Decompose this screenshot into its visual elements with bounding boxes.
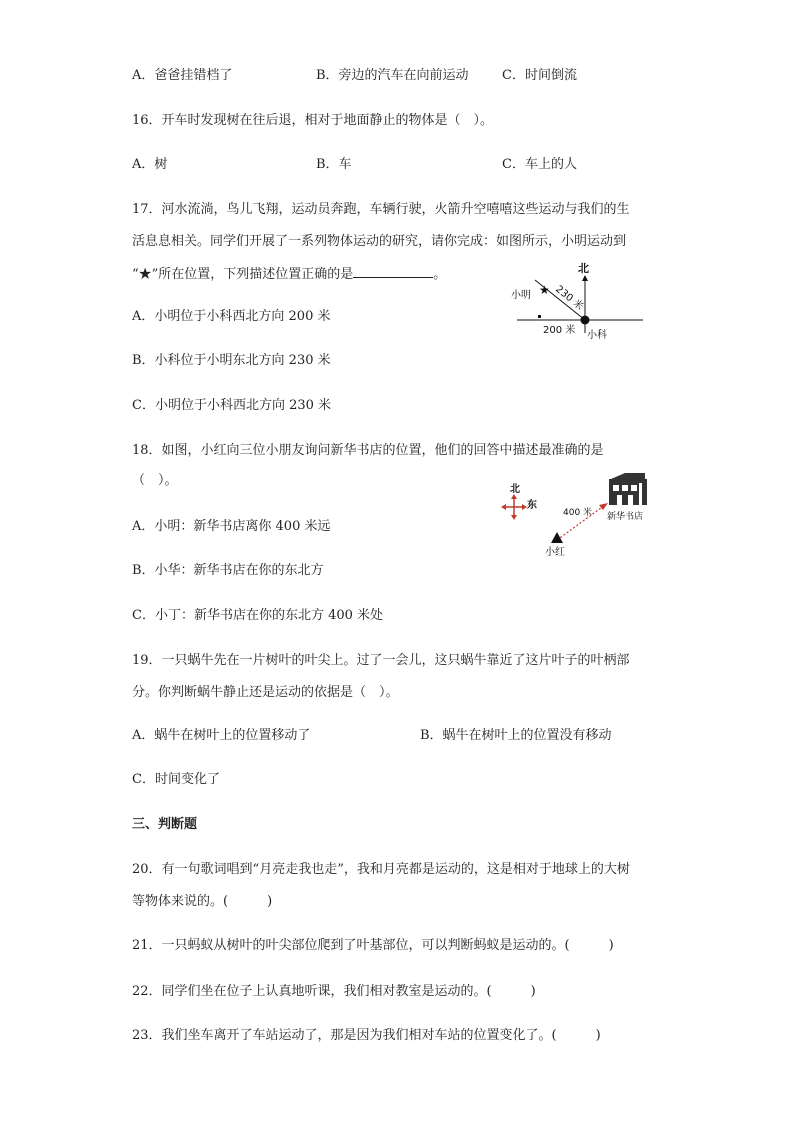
distance-label: 400 米 (563, 508, 593, 518)
q16-option-a: A．树 (132, 157, 168, 172)
q21: 21．一只蚂蚁从树叶的叶尖部位爬到了叶基部位，可以判断蚂蚁是运动的。( ) (132, 938, 614, 953)
q17-position-diagram (505, 258, 645, 348)
q17-stem-line3 (132, 265, 446, 284)
q19-option-b: B．蜗牛在树叶上的位置没有移动 (420, 728, 612, 743)
q18-stem-line1: 18．如图，小红向三位小朋友询问新华书店的位置，他们的回答中描述最准确的是 (132, 443, 604, 458)
q17-stem-line2: 活息息相关。同学们开展了一系列物体运动的研究，请你完成：如图所示，小明运动到 (132, 234, 627, 249)
q19-stem-line1: 19．一只蜗牛先在一片树叶的叶尖上。过了一会儿，这只蜗牛靠近了这片叶子的叶柄部 (132, 653, 630, 668)
xiaoke-label: 小科 (587, 330, 607, 341)
q18-option-a: A．小明：新华书店离你 400 米远 (132, 519, 331, 534)
q15-option-a: A．爸爸挂错档了 (132, 68, 233, 83)
compass-east-label: 东 (527, 500, 537, 511)
q17-stem-line1: 17．河水流淌，鸟儿飞翔，运动员奔跑，车辆行驶，火箭升空嘻嘻这些运动与我们的生 (132, 202, 630, 217)
horiz-distance-label: 200 米 (543, 325, 576, 336)
bookstore-icon (609, 473, 647, 505)
xiaoming-label: 小明 (511, 290, 531, 301)
section-title: 三、判断题 (132, 817, 198, 832)
compass-icon (501, 494, 527, 520)
q19-option-a: A．蜗牛在树叶上的位置移动了 (132, 728, 311, 743)
q22: 22．同学们坐在位子上认真地听课，我们相对教室是运动的。( ) (132, 984, 536, 999)
q17-stem-line3-text: “★”所在位置，下列描述位置正确的是 (132, 267, 354, 282)
q15-option-b: B．旁边的汽车在向前运动 (316, 68, 469, 83)
q17-option-c: C．小明位于小科西北方向 230 米 (132, 398, 332, 413)
compass-north-label: 北 (510, 484, 520, 495)
q16-stem: 16．开车时发现树在往后退，相对于地面静止的物体是（ ）。 (132, 113, 494, 128)
q20-line1: 20．有一句歌词唱到“月亮走我也走”，我和月亮都是运动的，这是相对于地球上的大树 (132, 862, 630, 877)
star-icon: ★ (539, 283, 550, 297)
q18-stem-line2: （ ）。 (132, 473, 178, 488)
q15-option-c: C．时间倒流 (502, 68, 577, 83)
xiaohong-label: 小红 (545, 547, 565, 558)
q19-stem-line2: 分。你判断蜗牛静止还是运动的依据是（ ）。 (132, 685, 399, 700)
q19-option-c: C．时间变化了 (132, 772, 220, 787)
q18-bookstore-diagram (495, 465, 660, 560)
q18-option-c: C．小丁：新华书店在你的东北方 400 米处 (132, 608, 384, 623)
start-marker (538, 315, 541, 318)
q17-option-a: A．小明位于小科西北方向 200 米 (132, 309, 331, 324)
north-label: 北 (578, 262, 589, 275)
xiaoke-point (581, 316, 590, 325)
q17-answer-blank[interactable] (353, 265, 433, 278)
diag-distance-label: 230 米 (553, 283, 586, 313)
q17-option-b: B．小科位于小明东北方向 230 米 (132, 353, 331, 368)
q23: 23．我们坐车离开了车站运动了，那是因为我们相对车站的位置变化了。( ) (132, 1028, 601, 1043)
q18-option-b: B．小华：新华书店在你的东北方 (132, 563, 324, 578)
q17-stem-line3-end: 。 (433, 267, 447, 282)
q16-option-b: B．车 (316, 157, 352, 172)
q20-line2: 等物体来说的。( ) (132, 894, 273, 909)
bookstore-label: 新华书店 (607, 512, 644, 522)
q16-option-c: C．车上的人 (502, 157, 577, 172)
